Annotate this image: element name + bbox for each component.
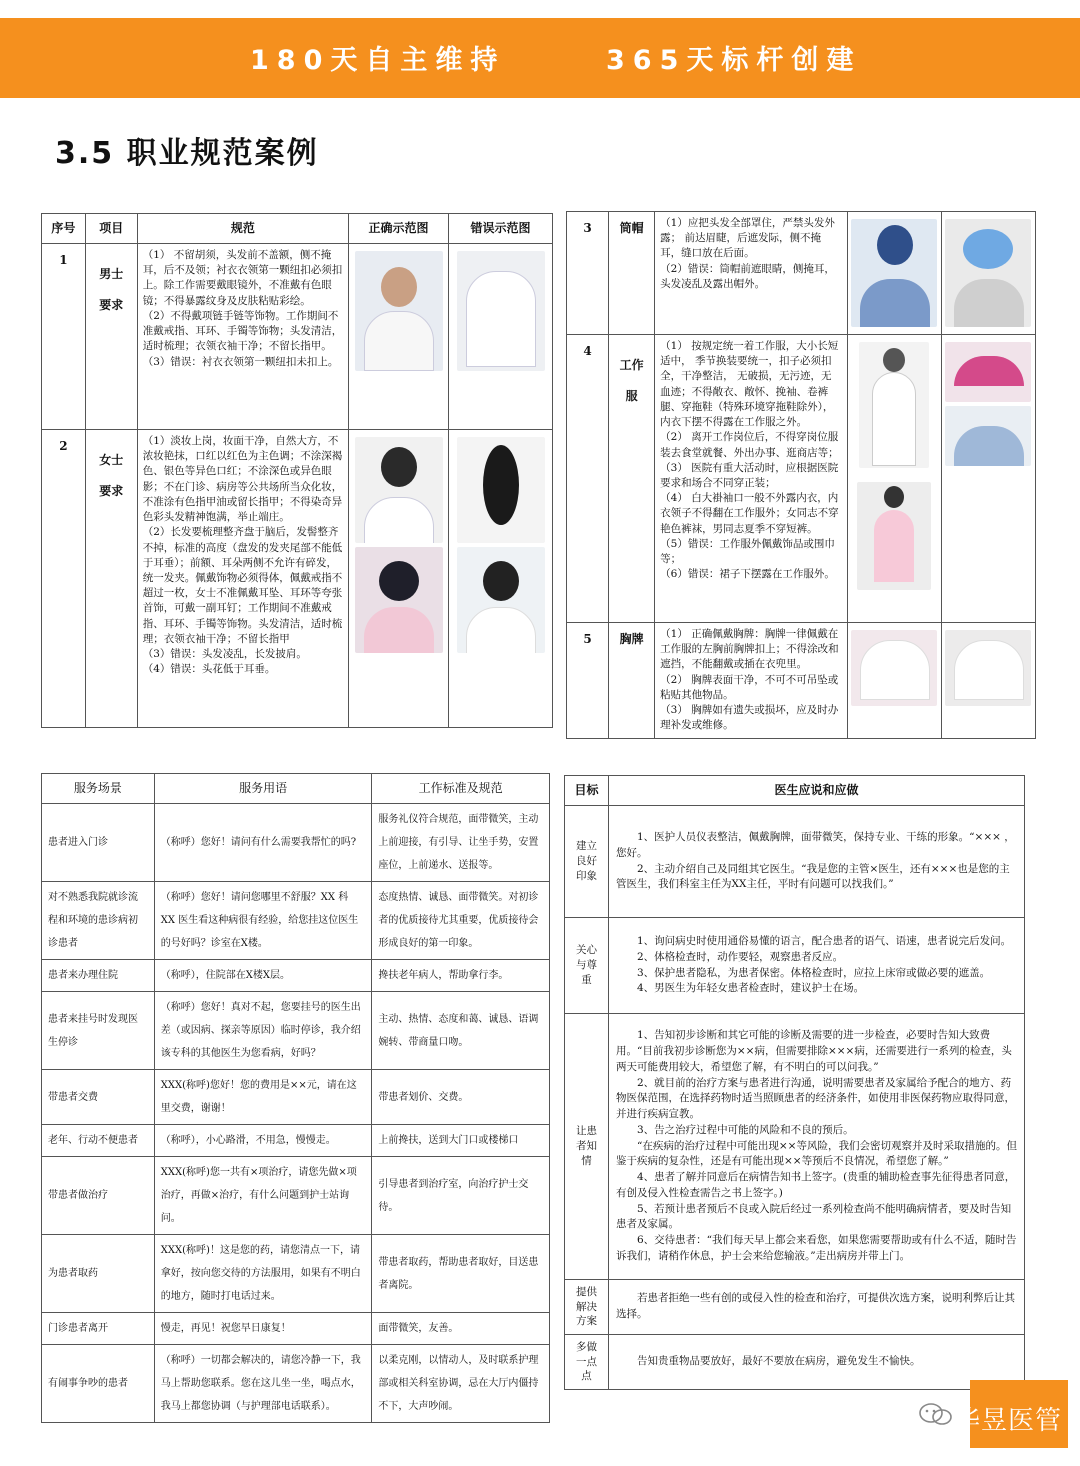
dress-code-table-right — [566, 211, 1036, 739]
conduct-text: 2、就目前的治疗方案与患者进行沟通，说明需要患者及家属给予配合的地方、药物医保范围，在选择药物时适当照顾患者的经济条件，如使用非医保药物应取得同意，并进行疾病宣教。 — [616, 1076, 1015, 1121]
spec-text: （3）错误：头发凌乱，长发披肩。 — [142, 648, 307, 661]
service-phrase-cell: 慢走，再见！祝您早日康复！ — [154, 1313, 372, 1345]
service-standard-cell: 态度热情、诚恳、面带微笑。对初诊者的优质接待尤其重要，优质接待会形成良好的第一印象。 — [372, 882, 550, 960]
goal-label: 关心与尊重 — [565, 918, 609, 1014]
spec-text: （3） 医院有重大活动时，应根据医院要求和场合不同穿正装； — [660, 461, 839, 489]
service-phrase-cell: XXX(称呼)！这是您的药，请您清点一下，请拿好，按向您交待的方法服用，如果有不明白的地方，随时打电话过来。 — [154, 1235, 372, 1313]
spec-text: （2）长发要梳理整齐盘于脑后，发髻整齐 不掉，标准的高度（盘发的发夹尾部不能低 于耳垂）；前额、耳朵两侧不允许有碎发， 统一发夹。佩戴饰物必须得体，佩戴戒指不超过一枚，女士不准佩戴耳坠、耳环等夸张首饰，可戴一副耳钉；工作期间不准戴戒指、耳环、手镯等饰物。头发清洁，适时梳理；衣领衣袖干净；不留长指甲 — [142, 526, 343, 645]
row-item: 筒帽 — [609, 212, 655, 335]
table-row — [42, 244, 553, 430]
item-label: 工作 — [619, 358, 644, 372]
conduct-text: 5、若预计患者预后不良或入院后经过一系列检查尚不能明确病情者，要及时告知患者及家属。 — [616, 1202, 1012, 1231]
wrong-example-photo — [457, 437, 545, 543]
table-row — [567, 212, 1036, 335]
correct-photo-cell — [847, 623, 941, 739]
wrong-example-photo — [945, 342, 1031, 402]
col-header: 序号 — [42, 214, 86, 244]
col-header: 目标 — [565, 776, 609, 806]
conduct-text: 4、患者了解并同意后在病情告知书上签字。(贵重的辅助检查事先征得患者同意，有创及侵入性检查需告之书上签字。) — [616, 1171, 1016, 1199]
spec-text: （2）不得戴项链手链等饰物。工作期间不准戴戒指、耳环、手镯等饰物；头发清洁，适时梳理；衣领衣袖干净；不留长指甲。 — [142, 309, 343, 353]
service-standard-cell: 带患者划价、交费。 — [372, 1070, 550, 1125]
spec-text: （1） 正确佩戴胸牌：胸牌一律佩戴在工作服的左胸前胸牌扣上；不得涂改和遮挡，不能翻戴或插在衣兜里。 — [660, 628, 839, 671]
service-standard-cell: 搀扶老年病人，帮助拿行李。 — [372, 960, 550, 992]
correct-example-photo — [355, 547, 443, 653]
table-row — [565, 806, 1025, 918]
col-header: 服务场景 — [42, 774, 155, 804]
table-row — [567, 335, 1036, 623]
conduct-text: 6、交待患者：“我们每天早上都会来看您，如果您需要帮助或有什么不适，随时告诉我们，请稍作休息，护士会来给您输液。”走出病房并带上门。 — [616, 1234, 1017, 1262]
spec-text: （4）错误：头花低于耳垂。 — [142, 663, 276, 676]
spec-cell — [137, 430, 348, 728]
spec-cell — [655, 335, 847, 623]
spec-cell — [655, 212, 847, 335]
table-row — [567, 623, 1036, 739]
row-item — [85, 430, 137, 728]
conduct-text: 告知贵重物品要放好，最好不要放在病房，避免发生不愉快。 — [637, 1355, 921, 1368]
table-row — [42, 804, 550, 882]
col-header: 服务用语 — [154, 774, 372, 804]
conduct-text: 1、医护人员仪表整洁，佩戴胸牌，面带微笑，保持专业、干练的形象。“××× ，您好。 — [616, 831, 1015, 859]
spec-text: （3）错误：衬衣衣领第一颗纽扣未扣上。 — [142, 355, 339, 368]
col-header: 错误示范图 — [449, 214, 553, 244]
goal-label: 让患者知情 — [565, 1014, 609, 1280]
service-scene-cell: 老年、行动不便患者 — [42, 1125, 155, 1157]
service-phrase-cell: （称呼），住院部在X楼X层。 — [154, 960, 372, 992]
service-standard-cell: 引导患者到治疗室，向治疗护士交待。 — [372, 1157, 550, 1235]
dress-code-table-left — [41, 213, 553, 728]
correct-photo-cell — [847, 212, 941, 335]
spec-text: （6）错误：裙子下摆露在工作服外。 — [660, 568, 835, 581]
service-phrase-cell: （称呼）您好！请问有什么需要我帮忙的吗? — [154, 804, 372, 882]
table-row — [565, 1014, 1025, 1280]
table-row — [565, 918, 1025, 1014]
wrong-photo-cell — [941, 212, 1035, 335]
page-title: 3.5 职业规范案例 — [55, 136, 319, 171]
service-phrase-cell: XXX(称呼)您一共有×项治疗，请您先做×项治疗，再做×治疗，有什么问题到护士站询问。 — [154, 1157, 372, 1235]
row-item — [85, 244, 137, 430]
doctor-conduct-table — [564, 775, 1025, 1390]
conduct-text: 若患者拒绝一些有创的或侵入性的检查和治疗，可提供次选方案，说明利弊后让其选择。 — [616, 1292, 1015, 1321]
table-row — [42, 1313, 550, 1345]
col-header: 规范 — [137, 214, 348, 244]
correct-photo-cell — [349, 430, 449, 728]
wrong-example-photo — [457, 547, 545, 653]
service-standard-cell: 主动、热情、态度和蔼、诚恳、语调婉转、带商量口吻。 — [372, 992, 550, 1070]
conduct-text: “在疾病的治疗过程中可能出现××等风险，我们会密切观察并及时采取措施的。但鉴于疾病的复杂性，还是有可能出现××等预后不良情况，希望您了解。” — [616, 1139, 1017, 1168]
conduct-text: 2、主动介绍自己及同组其它医生。“我是您的主管×医生，还有×××也是您的主管医生，我们科室主任为XX主任，平时有问题可以找我们。” — [616, 862, 1010, 891]
spec-text: （5）错误：工作服外佩戴饰品或围巾等； — [660, 537, 835, 566]
spec-text: （1）应把头发全部罩住，严禁头发外露； 前达眉睫，后遮发际，侧不掩耳，缝口放在后面。 — [660, 217, 835, 260]
row-number: 4 — [567, 335, 609, 623]
row-number: 2 — [42, 430, 86, 728]
service-phrase-table — [41, 773, 550, 1423]
service-standard-cell: 上前搀扶，送到大门口或楼梯口 — [372, 1125, 550, 1157]
service-scene-cell: 为患者取药 — [42, 1235, 155, 1313]
service-standard-cell: 服务礼仪符合规范，面带微笑，主动上前迎接，有引导、让坐手势，安置座位，上前递水、送报等。 — [372, 804, 550, 882]
service-scene-cell: 对不熟悉我院就诊流程和环境的患诊病初诊患者 — [42, 882, 155, 960]
table-row — [42, 992, 550, 1070]
table-row — [42, 1157, 550, 1235]
brand-name: 华昱医管 — [953, 1406, 1062, 1436]
brand-logo — [918, 1380, 1068, 1448]
conduct-text: 2、体格检查时，动作要轻，观察患者反应。 — [637, 950, 844, 963]
wrong-example-photo — [945, 406, 1031, 466]
table-row — [42, 1125, 550, 1157]
spec-text: （2） 离开工作岗位后，不得穿岗位服装去食堂就餐、外出办事、逛商店等； — [660, 431, 839, 459]
row-number: 1 — [42, 244, 86, 430]
service-standard-cell: 以柔克刚，以情动人，及时联系护理部或相关科室协调，忌在大厅内僵持不下，大声吵闹。 — [372, 1345, 550, 1423]
service-phrase-cell: （称呼）您好！请问您哪里不舒服？XX 科 XX 医生看这种病很有经验，给您挂这位医生的号好吗？诊室在X楼。 — [154, 882, 372, 960]
item-label: 女士 — [99, 453, 124, 467]
service-scene-cell: 带患者做治疗 — [42, 1157, 155, 1235]
spec-cell — [137, 244, 348, 430]
table-row — [42, 1235, 550, 1313]
header-banner — [0, 18, 1080, 98]
service-scene-cell: 患者进入门诊 — [42, 804, 155, 882]
correct-photo-cell — [349, 244, 449, 430]
spec-text: （4） 白大褂袖口一般不外露内衣，内衣领子不得翻在工作服外；女同志不穿艳色裤袜，男同志夏季不穿短裤。 — [660, 492, 839, 535]
conduct-text: 1、告知初步诊断和其它可能的诊断及需要的进一步检查，必要时告知大致费用。“目前我初步诊断您为××病，但需要排除×××病，还需要进行一系列的检查，头两天可能费用较大，希望您了解，有不明白的可以问我。” — [616, 1029, 1012, 1073]
goal-label: 提供解决方案 — [565, 1280, 609, 1335]
table-row — [42, 1070, 550, 1125]
wrong-example-photo — [457, 251, 545, 371]
correct-photo-cell — [847, 335, 941, 623]
conduct-cell — [609, 1014, 1025, 1280]
conduct-cell — [609, 1280, 1025, 1335]
wrong-photo-cell — [941, 623, 1035, 739]
wrong-photo-cell — [449, 430, 553, 728]
correct-example-photo — [857, 482, 931, 590]
table-row — [42, 882, 550, 960]
correct-example-photo — [851, 219, 937, 327]
correct-example-photo — [859, 342, 929, 468]
col-header: 医生应说和应做 — [609, 776, 1025, 806]
spec-text: （2）错误：筒帽前遮眼睛，侧掩耳，头发凌乱及露出帽外。 — [660, 262, 835, 290]
table-row — [42, 960, 550, 992]
col-header: 正确示范图 — [349, 214, 449, 244]
banner-slogan-left: 180天自主维持 — [250, 45, 506, 76]
row-number: 3 — [567, 212, 609, 335]
banner-slogan-right: 365天标杆创建 — [606, 45, 862, 76]
goal-label: 多做一点点 — [565, 1335, 609, 1390]
correct-example-photo — [355, 437, 443, 543]
conduct-cell — [609, 918, 1025, 1014]
conduct-text: 4、男医生为年轻女患者检查时，建议护士在场。 — [637, 982, 865, 995]
service-scene-cell: 门诊患者离开 — [42, 1313, 155, 1345]
spec-cell — [655, 623, 847, 739]
wechat-icon — [918, 1402, 954, 1426]
row-item: 胸牌 — [609, 623, 655, 739]
service-standard-cell: 带患者取药，帮助患者取好，目送患者离院。 — [372, 1235, 550, 1313]
conduct-text: 3、告之治疗过程中可能的风险和不良的预后。 — [637, 1123, 854, 1136]
conduct-text: 3、保护患者隐私，为患者保密。体格检查时，应拉上床帘或做必要的遮盖。 — [637, 966, 991, 979]
item-label: 要求 — [99, 484, 124, 499]
spec-text: （1）淡妆上岗，妆面干净，自然大方，不浓妆艳抹，口红以红色为主色调；不涂深褐色、银色等异色口红；不涂深色或异色眼影；不在门诊、病房等公共场所当众化妆，不准涂有色指甲油或留长指甲；不得染奇异色彩头发精神饱满，举止端庄。 — [142, 435, 343, 524]
wrong-photo-cell — [941, 335, 1035, 623]
conduct-text: 1、询问病史时使用通俗易懂的语言，配合患者的语气、语速，患者说完后发问。 — [637, 935, 1012, 947]
wrong-example-photo — [945, 219, 1031, 327]
col-header: 项目 — [85, 214, 137, 244]
table-row — [42, 430, 553, 728]
service-scene-cell: 患者来挂号时发现医生停诊 — [42, 992, 155, 1070]
spec-text: （2） 胸牌表面干净，不可不可吊坠或粘贴其他物品。 — [660, 673, 839, 701]
wrong-photo-cell — [449, 244, 553, 430]
table-row — [42, 1345, 550, 1423]
service-scene-cell: 患者来办理住院 — [42, 960, 155, 992]
service-phrase-cell: （称呼），小心路滑，不用急，慢慢走。 — [154, 1125, 372, 1157]
item-label: 要求 — [99, 298, 124, 313]
service-phrase-cell: （称呼）一切都会解决的，请您冷静一下，我马上帮助您联系。您在这儿坐一坐，喝点水，我马上都您协调（与护理部电话联系）。 — [154, 1345, 372, 1423]
service-phrase-cell: XXX(称呼)您好！您的费用是××元，请在这里交费，谢谢！ — [154, 1070, 372, 1125]
spec-text: （1） 按规定统一着工作服，大小长短适中， 季节换装要统一，扣子必须扣全，干净整洁， 无破损，无污迹，无血迹；不得敞衣、敞怀、挽袖、卷裤腿、穿拖鞋（特殊环境穿拖鞋除外），内衣下摆不得露在工作服之外。 — [660, 340, 839, 429]
service-scene-cell: 有闹事争吵的患者 — [42, 1345, 155, 1423]
col-header: 工作标准及规范 — [372, 774, 550, 804]
row-number: 5 — [567, 623, 609, 739]
item-label: 服 — [625, 389, 638, 404]
service-standard-cell: 面带微笑，友善。 — [372, 1313, 550, 1345]
service-phrase-cell: （称呼）您好！真对不起，您要挂号的医生出差（或因病、探亲等原因）临时停诊，我介绍该专科的其他医生为您看病，好吗？ — [154, 992, 372, 1070]
table-row — [565, 1280, 1025, 1335]
wrong-example-photo — [945, 630, 1031, 706]
spec-text: （1） 不留胡须，头发前不盖额，侧不掩耳，后不及领；衬衣衣领第一颗纽扣必须扣上。除工作需要戴眼镜外，不准戴有色眼镜；不得暴露纹身及皮肤粘贴彩绘。 — [142, 249, 343, 307]
goal-label: 建立良好印象 — [565, 806, 609, 918]
correct-example-photo — [851, 630, 937, 706]
conduct-cell — [609, 806, 1025, 918]
service-scene-cell: 带患者交费 — [42, 1070, 155, 1125]
correct-example-photo — [355, 251, 443, 371]
item-label: 男士 — [99, 267, 124, 281]
spec-text: （3） 胸牌如有遗失或损坏，应及时办理补发或维修。 — [660, 704, 839, 732]
row-item — [609, 335, 655, 623]
